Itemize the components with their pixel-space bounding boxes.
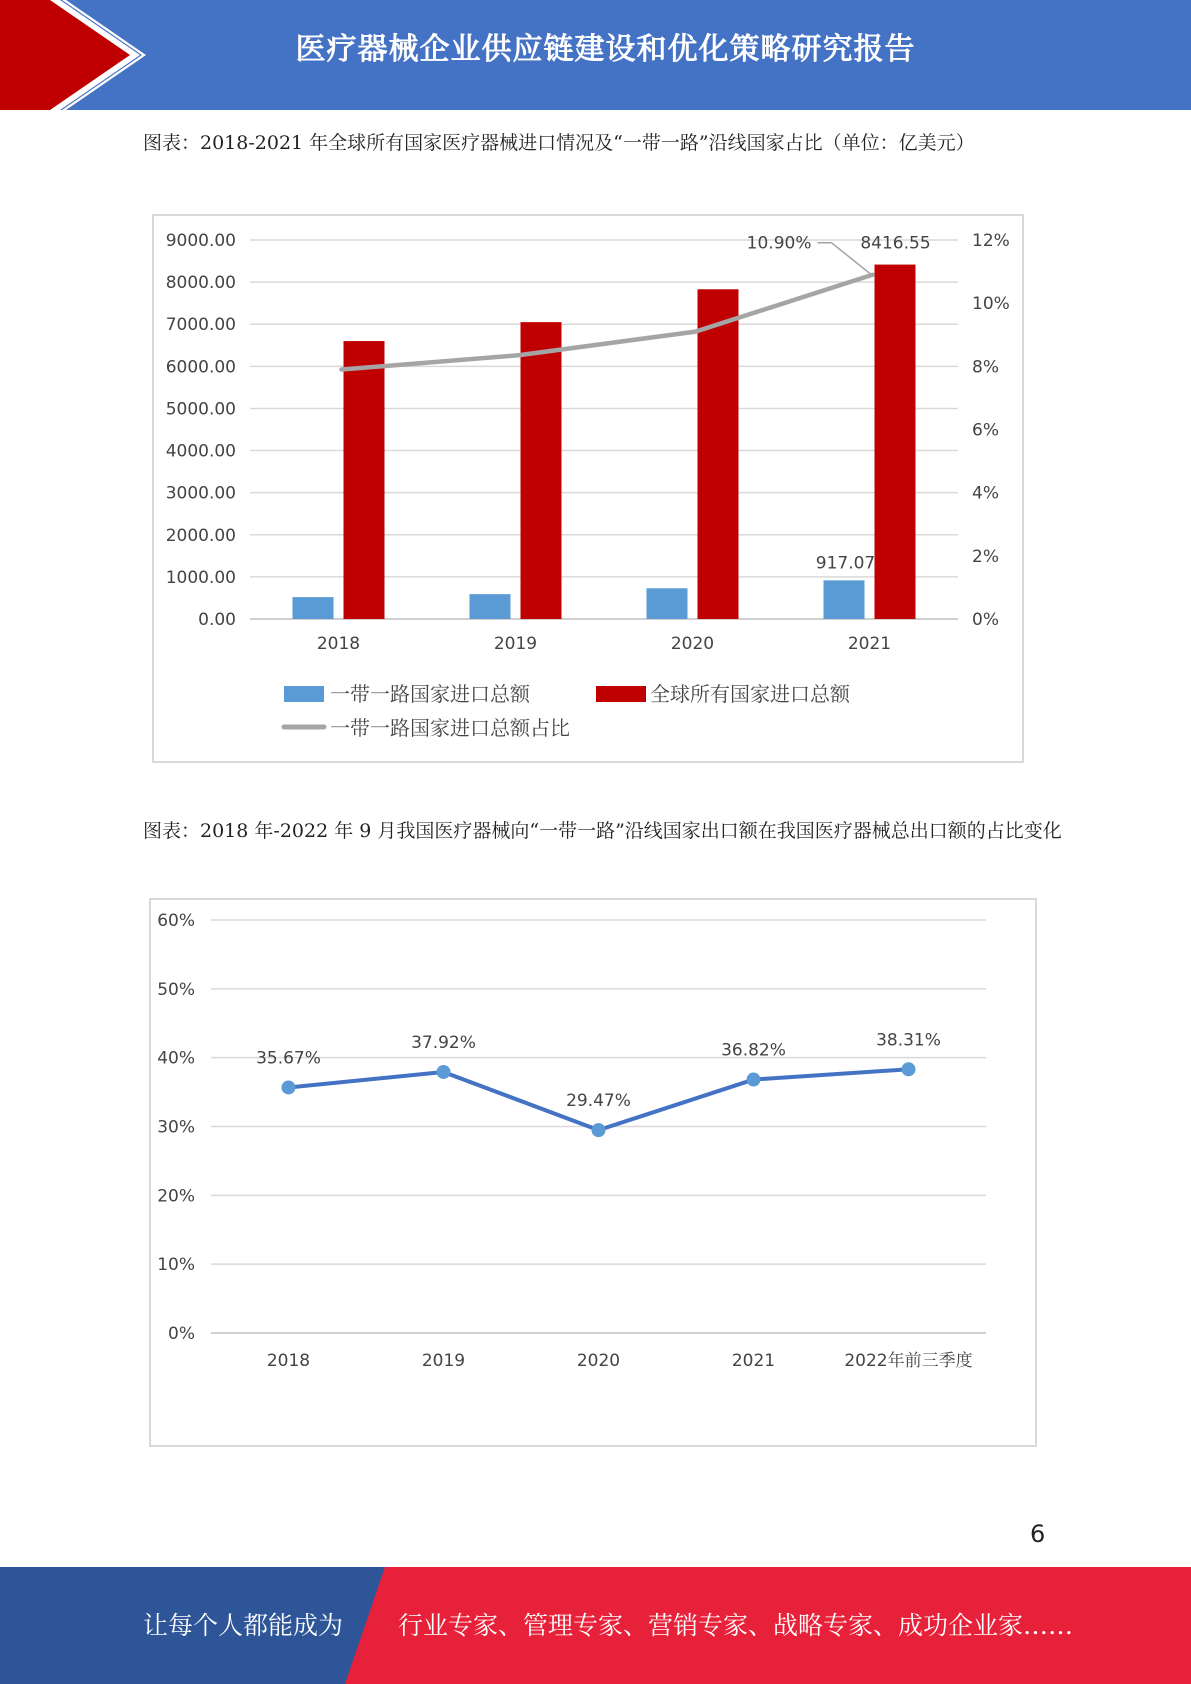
x-tick-label: 2021 [731,1351,776,1371]
bar-global-import [521,322,562,619]
chart1-frame [152,214,1024,763]
right-tick-label: 0% [972,610,999,630]
left-tick-label: 7000.00 [165,315,236,336]
x-tick-label: 2021 [847,634,892,654]
data-label: 8416.55 [860,233,931,254]
y-tick-label: 20% [157,1186,195,1207]
right-tick-label: 4% [972,483,999,504]
left-tick-label: 6000.00 [165,357,236,378]
chart2-frame [149,898,1037,1447]
legend-label: 全球所有国家进口总额 [650,682,850,706]
footer-roles: 行业专家、管理专家、营销专家、战略专家、成功企业家…… [398,1611,1074,1640]
y-tick-label: 10% [157,1255,195,1276]
bar-belt-road-import [293,597,334,619]
y-tick-label: 40% [157,1048,195,1069]
export-share-line-chart [151,900,1035,1445]
legend-label: 一带一路国家进口总额 [330,682,530,706]
data-point [747,1073,761,1087]
x-tick-label: 2018 [266,1351,311,1371]
page-footer [0,1567,1191,1684]
data-label: 10.90% [746,233,812,254]
left-tick-label: 9000.00 [165,231,236,251]
left-tick-label: 2000.00 [165,525,236,546]
chart1-caption: 图表：2018-2021 年全球所有国家医疗器械进口情况及“一带一路”沿线国家占比（单位：亿美元） [143,132,975,154]
right-tick-label: 6% [972,420,999,441]
x-tick-label: 2020 [576,1351,621,1371]
line-belt-road-share [342,275,873,370]
x-tick-label: 2018 [316,634,361,654]
left-tick-label: 5000.00 [165,399,236,420]
legend-swatch [596,686,646,702]
left-tick-label: 0.00 [198,610,236,630]
data-label: 38.31% [876,1030,941,1051]
bar-global-import [698,289,739,619]
y-tick-label: 60% [157,911,195,931]
data-point [282,1080,296,1094]
data-point [902,1062,916,1076]
data-point [592,1123,606,1137]
left-tick-label: 3000.00 [165,483,236,504]
right-tick-label: 8% [972,357,999,378]
y-tick-label: 0% [168,1324,195,1344]
y-tick-label: 30% [157,1117,195,1138]
page-header [0,0,1191,110]
chart2-caption: 图表：2018 年-2022 年 9 月我国医疗器械向“一带一路”沿线国家出口额在我国医疗器械总出口额的占比变化 [143,820,1062,842]
footer-slogan: 让每个人都能成为 [143,1611,344,1640]
import-combo-chart [154,216,1022,761]
data-label: 29.47% [566,1091,631,1112]
page-number: 6 [1030,1520,1046,1548]
data-point [437,1065,451,1079]
data-label: 917.07 [815,553,876,574]
right-tick-label: 10% [972,294,1010,315]
x-tick-label: 2020 [670,634,715,654]
legend-swatch [284,686,324,702]
bar-belt-road-import [824,580,865,619]
right-tick-label: 2% [972,546,999,567]
legend-label: 一带一路国家进口总额占比 [330,716,570,740]
page-title: 医疗器械企业供应链建设和优化策略研究报告 [295,32,916,67]
bar-global-import [875,265,916,619]
x-tick-label: 2019 [421,1351,466,1371]
data-label: 36.82% [721,1040,786,1061]
data-label: 35.67% [256,1048,321,1069]
bar-belt-road-import [647,588,688,619]
x-tick-label: 2022年前三季度 [844,1351,973,1371]
left-tick-label: 1000.00 [165,567,236,588]
y-tick-label: 50% [157,979,195,1000]
data-label: 37.92% [411,1032,476,1053]
x-tick-label: 2019 [493,634,538,654]
bar-belt-road-import [470,594,511,619]
bar-global-import [344,341,385,619]
left-tick-label: 8000.00 [165,273,236,294]
right-tick-label: 12% [972,231,1010,251]
left-tick-label: 4000.00 [165,441,236,462]
